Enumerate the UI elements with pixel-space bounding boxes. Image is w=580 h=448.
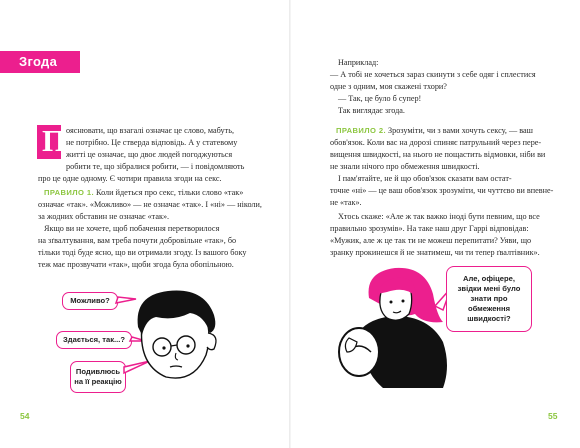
eye-right [186,344,189,347]
rule1-line: означає «так». «Можливо» — не означає «так». І «ні» — ніколи, [38,200,262,209]
bubble-text: Але, офіцере, звідки мені було знати про обмеження швидкості? [457,274,521,323]
section-heading-box [0,51,80,73]
rule2-line: точне «ні» — це ваш обов'язок зрозуміти, чи чуттєво ви впевне- [330,186,554,195]
rule2-line: обов'язок. Коли вас на дорозі спиняє патрульний через пере- [330,138,542,147]
rule2-line: І пам'ятайте, не й що обов'язок сказати вам остат- [338,174,512,183]
bubble-text: Подивлюсь на її реакцію [74,367,122,386]
speech-bubble-officer [446,266,532,332]
rule1-line: на зґвалтування, вам треба почути добровільне «так», бо [38,236,237,245]
rule2-line: Зрозуміти, чи з вами хочуть сексу, — ваш [385,126,533,135]
intro-line: робити те, що зібралися робити, — і повідомляють [66,162,245,171]
page-number-right: 55 [548,411,558,421]
bubble-tail [124,361,150,373]
example-line: Наприклад: [338,58,379,67]
rule2-line: зранку прокинешся й не знатимеш, чи ти тепер ґвалтівник». [330,248,540,257]
rule1-label: ПРАВИЛО 1. [44,188,94,197]
rule2-line: правильно зрозумів». На таке наш друг Гаррі відповідав: [330,224,529,233]
rule1-line: Якщо ви не хочете, щоб побачення перетворилося [44,224,220,233]
face-outline [142,319,210,378]
rule1-line: теж має прозвучати «так», щоби згода була обопільною. [38,260,234,269]
rule1-line: за жодних обставин не означає «так». [38,212,170,221]
bubble-tail [116,297,136,303]
rule1-first-line [44,187,243,199]
intro-line: ояснювати, що взагалі означає це слово, мабуть, [66,126,234,135]
eye-left [162,346,165,349]
ear-shape [207,333,216,350]
man-thinking-illustration [110,285,250,395]
intro-line: про це одне одному. Є чотири правила згоди на секс. [38,174,222,183]
rule2-line: Хтось скаже: «Але ж так важко іноді бути певним, що все [338,212,540,221]
example-line: Так виглядає згода. [338,106,405,115]
bubble-text: Можливо? [70,296,110,305]
rule1-line: тільки тоді буде ясно, що ви отримали згоду. Із вашого боку [38,248,247,257]
rule2-line: не знали нічого про обмеження швидкості. [330,162,480,171]
rule2-label: ПРАВИЛО 2. [336,126,386,135]
eye-left [390,301,393,304]
dropcap-letter: П [42,123,67,158]
rule2-line: «Мужик, але ж це так ти не можеш перепитати? Уяви, що [330,236,532,245]
rule2-first-line [336,125,533,137]
intro-line: не потрібно. Це стверда відповідь. А у статевому [66,138,238,147]
example-line: — Так, це було б супер! [338,94,422,103]
page-gutter [289,0,291,448]
rule1-line: Коли йдеться про секс, тільки слово «так» [93,188,244,197]
example-line: — А тобі не хочеться зараз скинути з себе одяг і сплестися [330,70,536,79]
rule2-line: не «так». [330,198,362,207]
intro-line: житті це означає, що двоє людей погоджуються [66,150,233,159]
example-line: одне з одним, моя скажені тхори? [330,82,447,91]
eye-right [402,300,405,303]
rule2-line: вищення швидкості, на нього не пощастить відмовки, ніби ви [330,150,546,159]
page-number-left: 54 [20,411,30,421]
woman-illustration [325,258,465,398]
steering-wheel [339,328,379,376]
section-heading: Згода [19,54,58,69]
bubble-text: Здається, так...? [63,335,125,344]
